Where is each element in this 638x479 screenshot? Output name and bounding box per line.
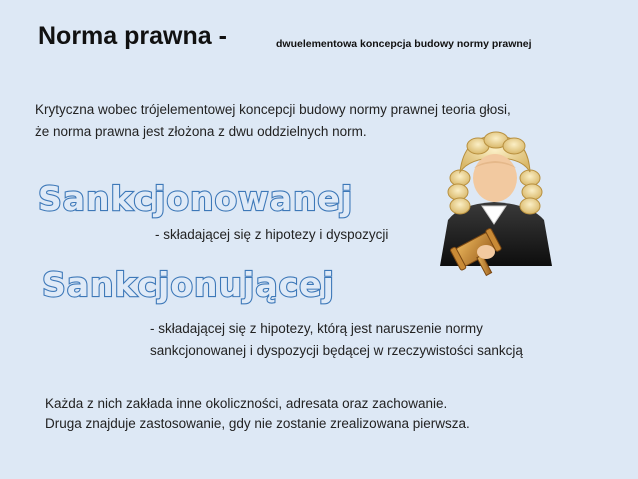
intro-line: że norma prawna jest złożona z dwu oddzielnych norm. <box>35 124 367 139</box>
closing-paragraph <box>45 394 470 434</box>
slide-title: Norma prawna - <box>38 22 227 50</box>
closing-line: Druga znajduje zastosowanie, gdy nie zostanie zrealizowana pierwsza. <box>45 416 470 431</box>
norm-heading-text: Sankcjonującej <box>42 265 335 304</box>
norm-description-sankcjonujacej <box>150 318 523 362</box>
slide-subtitle: dwuelementowa koncepcja budowy normy prawnej <box>276 38 532 50</box>
norm-description-line: - składającej się z hipotezy i dyspozycji <box>155 227 389 242</box>
norm-description-line: - składającej się z hipotezy, którą jest naruszenie normy <box>150 321 483 336</box>
norm-heading-sankcjonowanej <box>36 176 354 220</box>
norm-heading-text: Sankcjonowanej <box>38 179 354 218</box>
norm-description-line: sankcjonowanej i dyspozycji będącej w rzeczywistości sankcją <box>150 343 523 358</box>
closing-line: Każda z nich zakłada inne okoliczności, adresata oraz zachowanie. <box>45 396 448 411</box>
norm-heading-sankcjonujacej <box>40 262 335 306</box>
norm-description-sankcjonowanej <box>155 224 388 246</box>
intro-line: Krytyczna wobec trójelementowej koncepcji budowy normy prawnej teoria głosi, <box>35 102 511 117</box>
judge-with-gavel-icon <box>430 128 560 268</box>
